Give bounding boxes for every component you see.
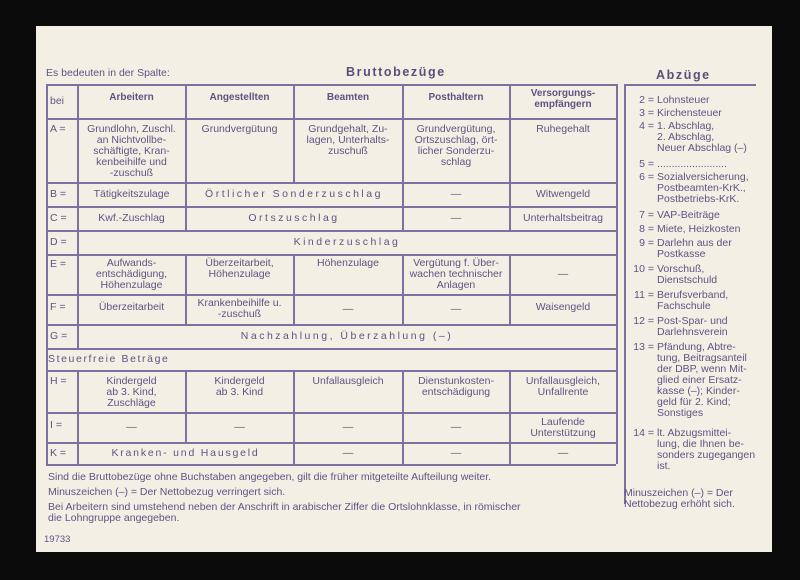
row-label-i: I = xyxy=(50,419,62,431)
cell-c-posthaltern: — xyxy=(450,212,462,224)
intro-text: Es bedeuten in der Spalte: xyxy=(46,67,170,79)
cell-c-arbeitern: Kwf.-Zuschlag xyxy=(98,212,165,224)
footer-note-2: Minuszeichen (–) = Der Nettobezug verringert sich. xyxy=(48,486,286,498)
abzuege-item: 14 = lt. Abzugsmittei- lung, die Ihnen be- sonders zugegangen ist. xyxy=(633,427,756,472)
cell-a-angestellten: Grundvergütung xyxy=(201,123,278,135)
row-label-a: A = xyxy=(50,123,66,135)
cell-e-beamten: Höhenzulage xyxy=(317,257,379,269)
row-label-h: H = xyxy=(50,375,67,387)
cell-c-versorgung: Unterhaltsbeitrag xyxy=(523,212,603,224)
abzuege-item: 10 = Vorschuß, Dienstschuld xyxy=(633,263,718,286)
header-angestellten: Angestellten xyxy=(209,92,270,103)
row-label-g: G = xyxy=(50,330,68,342)
row-label-f: F = xyxy=(50,301,66,313)
cell-e-arbeitern: Aufwands- entschädigung, Höhenzulage xyxy=(95,257,168,291)
cell-a-posthaltern: Grundvergütung, Ortszuschlag, ört- licher Sonderzu- schlag xyxy=(414,123,498,168)
abzuege-list xyxy=(629,95,769,476)
cell-i-angestellten: — xyxy=(234,421,245,433)
footer-note-3: Bei Arbeitern sind umstehend neben der Anschrift in arabischer Ziffer die Ortslohnklasse, in römischer die Lohngruppe angegeben. xyxy=(48,501,521,524)
cell-g-span: Nachzahlung, Überzahlung (–) xyxy=(240,330,454,342)
cell-i-posthaltern: — xyxy=(450,421,462,433)
pay-slip-card xyxy=(36,26,772,552)
cell-b-span: Örtlicher Sonderzuschlag xyxy=(205,188,383,200)
cell-h-versorgung: Unfallausgleich, Unfallrente xyxy=(525,375,601,398)
cell-h-beamten: Unfallausgleich xyxy=(312,375,384,387)
abzuege-item: 3 = Kirchensteuer xyxy=(639,107,722,119)
cell-h-posthaltern: Dienstunkosten- entschädigung xyxy=(418,375,494,398)
brutto-title: Bruttobezüge xyxy=(346,65,446,79)
form-number: 19733 xyxy=(44,534,71,545)
abzuege-title: Abzüge xyxy=(656,68,711,82)
cell-a-versorgung: Ruhegehalt xyxy=(536,123,590,135)
row-label-e: E = xyxy=(50,258,67,270)
cell-f-arbeitern: Überzeitarbeit xyxy=(98,301,165,313)
row-label-d: D = xyxy=(50,236,67,248)
cell-e-angestellten: Überzeitarbeit, Höhenzulage xyxy=(205,257,274,280)
cell-a-beamten: Grundgehalt, Zu- lagen, Unterhalts- zuschuß xyxy=(306,123,390,157)
cell-f-posthaltern: — xyxy=(450,303,462,315)
abzuege-item: 9 = Darlehn aus der Postkasse xyxy=(639,237,732,260)
cell-i-versorgung: Laufende Unterstützung xyxy=(530,416,596,439)
cell-e-versorgung: — xyxy=(557,268,569,280)
abzuege-item: 11 = Berufsverband, Fachschule xyxy=(634,289,729,312)
abzuege-note: Minuszeichen (–) = Der Nettobezug erhöht sich. xyxy=(624,487,735,510)
header-posthaltern: Posthaltern xyxy=(428,92,484,103)
row-label-k: K = xyxy=(50,447,67,459)
cell-a-arbeitern: Grundlohn, Zuschl. an Nichtvollbe- schäftigte, Kran- kenbeihilfe und -zuschuß xyxy=(87,123,176,179)
row-label-c: C = xyxy=(50,212,67,224)
cell-b-arbeitern: Tätigkeitszulage xyxy=(93,188,170,200)
cell-i-beamten: — xyxy=(342,421,354,433)
cell-k-posthaltern: — xyxy=(450,447,462,459)
row-label-b: B = xyxy=(50,188,67,200)
cell-c-span: Ortszuschlag xyxy=(248,212,340,224)
abzuege-item: 2 = Lohnsteuer xyxy=(639,94,710,106)
cell-k-versorgung: — xyxy=(557,447,569,459)
cell-k-beamten: — xyxy=(342,447,354,459)
abzuege-item: 5 = ........................ xyxy=(639,158,728,170)
cell-k-span: Kranken- und Hausgeld xyxy=(111,447,260,459)
cell-e-posthaltern: Vergütung f. Über- wachen technischer Anlagen xyxy=(409,257,503,291)
cell-h-arbeitern: Kindergeld ab 3. Kind, Zuschläge xyxy=(106,375,157,409)
cell-i-arbeitern: — xyxy=(126,421,137,433)
cell-f-beamten: — xyxy=(342,303,354,315)
abzuege-item: 13 = Pfändung, Abtre- tung, Beitragsanteil der DBP, wenn Mit- glied einer Ersatz- kasse (–); Kinder- geld für 2. Kind; Sonstiges xyxy=(633,341,747,419)
footer-note-1: Sind die Bruttobezüge ohne Buchstaben angegeben, gilt die früher mitgeteilte Aufteilung weiter. xyxy=(48,471,492,483)
steuerfrei-label: Steuerfreie Beträge xyxy=(48,353,170,365)
cell-b-posthaltern: — xyxy=(450,188,462,200)
abzuege-item: 8 = Miete, Heizkosten xyxy=(639,223,741,235)
cell-b-versorgung: Witwengeld xyxy=(535,188,591,200)
cell-h-angestellten: Kindergeld ab 3. Kind xyxy=(214,375,265,398)
cell-d-span: Kinderzuschlag xyxy=(293,236,401,248)
header-versorgung: Versorgungs- empfängern xyxy=(530,88,596,110)
abzuege-item: 12 = Post-Spar- und Darlehnsverein xyxy=(633,315,728,338)
col-bei: bei xyxy=(50,95,65,107)
abzuege-item: 7 = VAP-Beiträge xyxy=(639,209,720,221)
cell-f-angestellten: Krankenbeihilfe u. -zuschuß xyxy=(197,297,282,320)
abzuege-item: 6 = Sozialversicherung, Postbeamten-KrK., Postbetriebs-KrK. xyxy=(639,171,749,205)
abzuege-item: 4 = 1. Abschlag, 2. Abschlag, Neuer Abschlag (–) xyxy=(639,120,747,154)
header-beamten: Beamten xyxy=(326,92,370,103)
header-arbeitern: Arbeitern xyxy=(109,92,154,103)
cell-f-versorgung: Waisengeld xyxy=(535,301,591,313)
